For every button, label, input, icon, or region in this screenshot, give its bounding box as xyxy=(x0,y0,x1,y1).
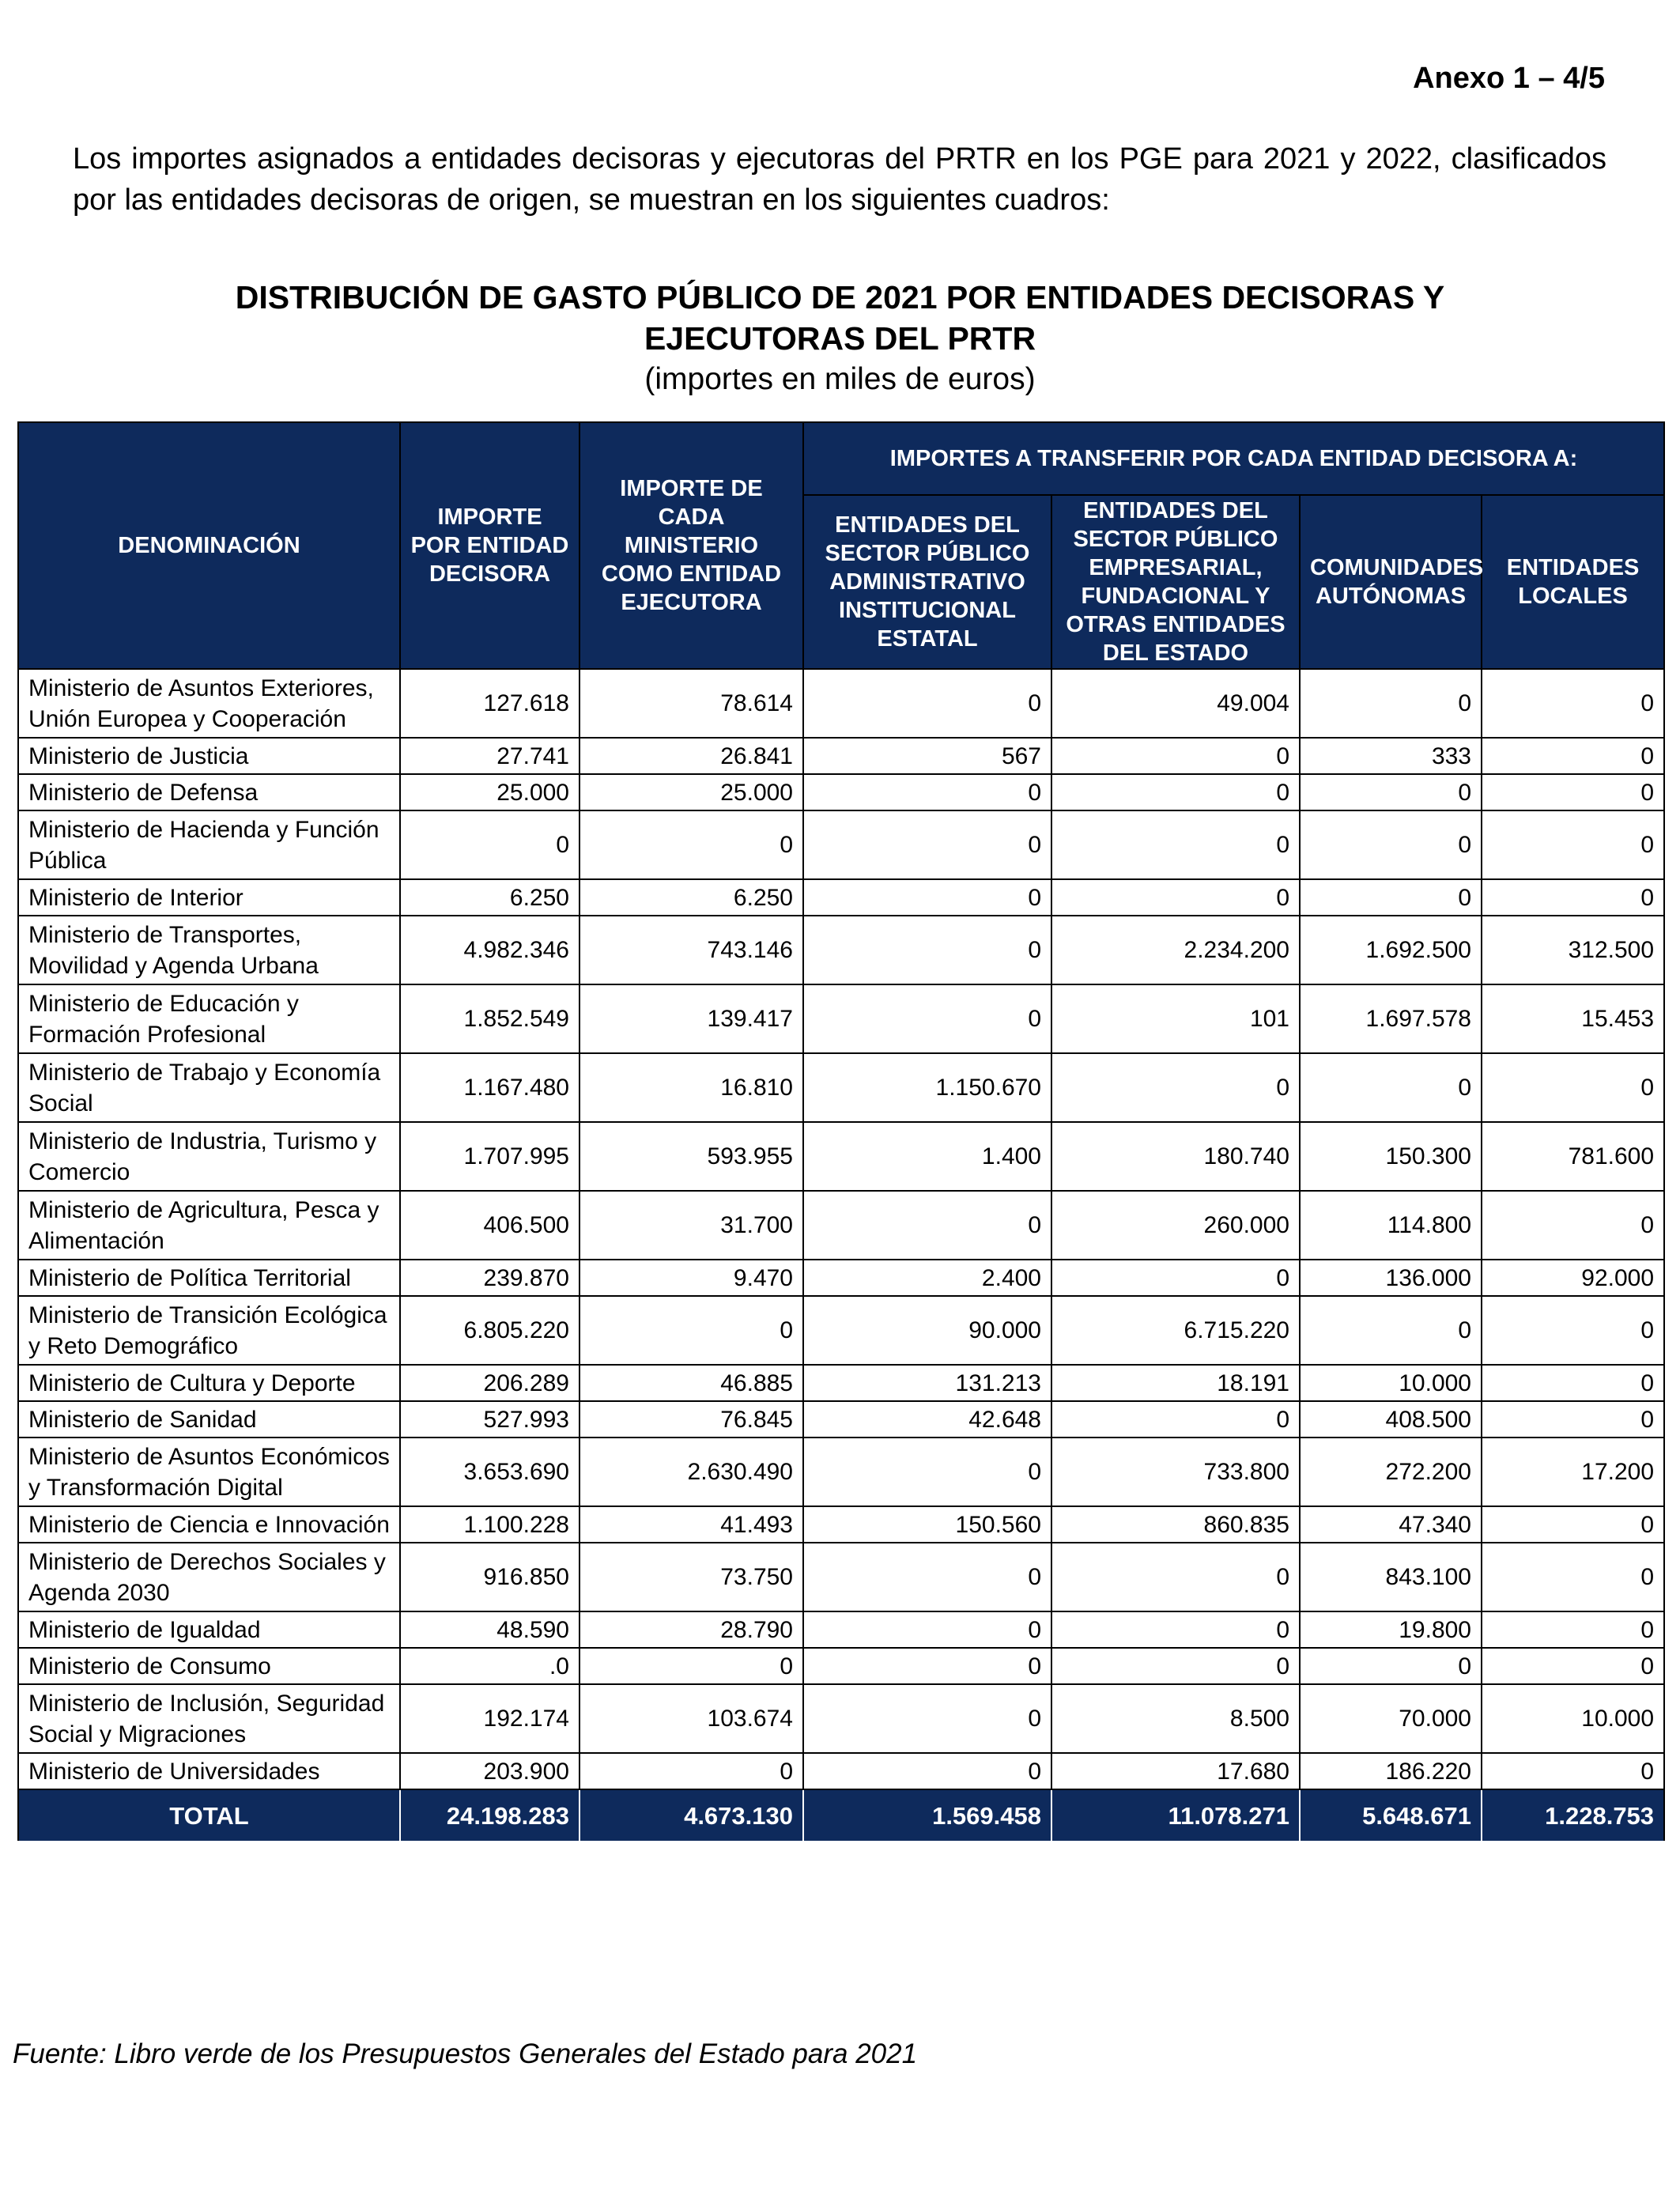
row-value: 0 xyxy=(1482,1401,1664,1438)
col-header-importe-decisora: IMPORTE POR ENTIDAD DECISORA xyxy=(400,422,580,669)
row-value: 203.900 xyxy=(400,1753,580,1789)
row-value: 0 xyxy=(1300,1053,1482,1122)
col-header-sector-empresarial: ENTIDADES DEL SECTOR PÚBLICO EMPRESARIAL, FUNDACIONAL Y OTRAS ENTIDADES DEL ESTADO xyxy=(1051,495,1300,669)
row-value: 860.835 xyxy=(1051,1506,1300,1543)
row-value: 0 xyxy=(580,1753,803,1789)
col-header-denominacion: DENOMINACIÓN xyxy=(18,422,400,669)
source-note: Fuente: Libro verde de los Presupuestos Generales del Estado para 2021 xyxy=(13,2038,918,2069)
row-value: 4.982.346 xyxy=(400,916,580,984)
table-row xyxy=(18,1684,1664,1753)
row-value: 92.000 xyxy=(1482,1260,1664,1296)
row-value: 139.417 xyxy=(580,984,803,1053)
row-denominacion: Ministerio de Universidades xyxy=(18,1753,400,1789)
row-value: 19.800 xyxy=(1300,1611,1482,1648)
row-value: 0 xyxy=(803,810,1051,879)
row-value: 180.740 xyxy=(1051,1122,1300,1191)
row-value: 150.560 xyxy=(803,1506,1051,1543)
table-title-block xyxy=(0,277,1680,400)
row-value: 114.800 xyxy=(1300,1191,1482,1260)
row-value: 6.715.220 xyxy=(1051,1296,1300,1365)
row-denominacion: Ministerio de Derechos Sociales y Agenda 2030 xyxy=(18,1543,400,1611)
row-value: 150.300 xyxy=(1300,1122,1482,1191)
table-row xyxy=(18,1365,1664,1401)
col-header-group-transferir: IMPORTES A TRANSFERIR POR CADA ENTIDAD DECISORA A: xyxy=(803,422,1664,495)
row-value: 0 xyxy=(1482,774,1664,810)
row-value: 0 xyxy=(803,1438,1051,1506)
row-value: 0 xyxy=(803,984,1051,1053)
row-denominacion: Ministerio de Cultura y Deporte xyxy=(18,1365,400,1401)
row-value: 70.000 xyxy=(1300,1684,1482,1753)
row-value: 18.191 xyxy=(1051,1365,1300,1401)
row-value: 46.885 xyxy=(580,1365,803,1401)
row-value: 6.805.220 xyxy=(400,1296,580,1365)
row-value: 41.493 xyxy=(580,1506,803,1543)
table-row xyxy=(18,1191,1664,1260)
row-value: 6.250 xyxy=(400,879,580,916)
row-value: 1.150.670 xyxy=(803,1053,1051,1122)
row-value: 0 xyxy=(580,1296,803,1365)
row-value: 76.845 xyxy=(580,1401,803,1438)
table-row xyxy=(18,774,1664,810)
row-value: 10.000 xyxy=(1300,1365,1482,1401)
table-row xyxy=(18,1611,1664,1648)
table-row xyxy=(18,1260,1664,1296)
row-denominacion: Ministerio de Ciencia e Innovación xyxy=(18,1506,400,1543)
row-value: 0 xyxy=(1482,1648,1664,1684)
row-value: 2.630.490 xyxy=(580,1438,803,1506)
row-value: 0 xyxy=(1051,1648,1300,1684)
row-value: 0 xyxy=(1300,774,1482,810)
row-value: 103.674 xyxy=(580,1684,803,1753)
row-value: 0 xyxy=(580,1648,803,1684)
table-row xyxy=(18,1543,1664,1611)
row-value: 0 xyxy=(803,1191,1051,1260)
total-value: 24.198.283 xyxy=(400,1789,580,1842)
row-value: 17.680 xyxy=(1051,1753,1300,1789)
row-value: 0 xyxy=(1482,669,1664,738)
row-value: 0 xyxy=(1482,879,1664,916)
row-value: 0 xyxy=(1300,879,1482,916)
row-value: 0 xyxy=(1482,1543,1664,1611)
row-value: 0 xyxy=(1482,738,1664,774)
row-denominacion: Ministerio de Defensa xyxy=(18,774,400,810)
row-value: 90.000 xyxy=(803,1296,1051,1365)
row-denominacion: Ministerio de Interior xyxy=(18,879,400,916)
row-value: 0 xyxy=(1051,1260,1300,1296)
row-denominacion: Ministerio de Justicia xyxy=(18,738,400,774)
row-denominacion: Ministerio de Consumo xyxy=(18,1648,400,1684)
row-value: 0 xyxy=(1051,810,1300,879)
row-denominacion: Ministerio de Sanidad xyxy=(18,1401,400,1438)
table-row xyxy=(18,1401,1664,1438)
row-value: 0 xyxy=(1300,1648,1482,1684)
row-value: 312.500 xyxy=(1482,916,1664,984)
row-value: 260.000 xyxy=(1051,1191,1300,1260)
row-value: 0 xyxy=(803,774,1051,810)
row-value: 0 xyxy=(803,879,1051,916)
row-value: 1.697.578 xyxy=(1300,984,1482,1053)
table-row xyxy=(18,1753,1664,1789)
col-header-ccaa: COMUNIDADES AUTÓNOMAS xyxy=(1300,495,1482,669)
row-value: 408.500 xyxy=(1300,1401,1482,1438)
annex-label: Anexo 1 – 4/5 xyxy=(1413,62,1605,95)
row-value: 28.790 xyxy=(580,1611,803,1648)
row-denominacion: Ministerio de Hacienda y Función Pública xyxy=(18,810,400,879)
col-header-importe-ejecutora: IMPORTE DE CADA MINISTERIO COMO ENTIDAD EJECUTORA xyxy=(580,422,803,669)
row-value: 0 xyxy=(1482,1053,1664,1122)
row-value: 1.167.480 xyxy=(400,1053,580,1122)
row-denominacion: Ministerio de Agricultura, Pesca y Alimentación xyxy=(18,1191,400,1260)
row-value: 27.741 xyxy=(400,738,580,774)
row-denominacion: Ministerio de Transportes, Movilidad y Agenda Urbana xyxy=(18,916,400,984)
table-row xyxy=(18,984,1664,1053)
table-row xyxy=(18,1506,1664,1543)
row-value: 186.220 xyxy=(1300,1753,1482,1789)
row-value: 0 xyxy=(1051,1401,1300,1438)
row-value: 26.841 xyxy=(580,738,803,774)
row-denominacion: Ministerio de Trabajo y Economía Social xyxy=(18,1053,400,1122)
row-value: 567 xyxy=(803,738,1051,774)
row-value: 781.600 xyxy=(1482,1122,1664,1191)
table-title-line2: EJECUTORAS DEL PRTR xyxy=(644,320,1036,357)
row-value: 8.500 xyxy=(1051,1684,1300,1753)
row-value: 0 xyxy=(1482,1506,1664,1543)
table-row xyxy=(18,810,1664,879)
row-value: 843.100 xyxy=(1300,1543,1482,1611)
distribution-table xyxy=(17,421,1665,1842)
row-value: 131.213 xyxy=(803,1365,1051,1401)
row-value: 0 xyxy=(1482,1191,1664,1260)
row-value: 0 xyxy=(1051,738,1300,774)
row-value: 527.993 xyxy=(400,1401,580,1438)
row-value: 2.400 xyxy=(803,1260,1051,1296)
row-denominacion: Ministerio de Asuntos Económicos y Transformación Digital xyxy=(18,1438,400,1506)
total-label: TOTAL xyxy=(18,1789,400,1842)
row-value: 3.653.690 xyxy=(400,1438,580,1506)
row-value: 42.648 xyxy=(803,1401,1051,1438)
col-header-sector-admin: ENTIDADES DEL SECTOR PÚBLICO ADMINISTRATIVO INSTITUCIONAL ESTATAL xyxy=(803,495,1051,669)
row-value: 47.340 xyxy=(1300,1506,1482,1543)
row-value: 15.453 xyxy=(1482,984,1664,1053)
total-value: 4.673.130 xyxy=(580,1789,803,1842)
table-row xyxy=(18,1122,1664,1191)
row-value: 78.614 xyxy=(580,669,803,738)
row-denominacion: Ministerio de Industria, Turismo y Comercio xyxy=(18,1122,400,1191)
row-value: 272.200 xyxy=(1300,1438,1482,1506)
row-value: 333 xyxy=(1300,738,1482,774)
table-row xyxy=(18,1648,1664,1684)
table-row xyxy=(18,738,1664,774)
table-row xyxy=(18,879,1664,916)
row-value: 101 xyxy=(1051,984,1300,1053)
row-value: 0 xyxy=(1482,1611,1664,1648)
row-value: 17.200 xyxy=(1482,1438,1664,1506)
row-value: 48.590 xyxy=(400,1611,580,1648)
row-value: 1.400 xyxy=(803,1122,1051,1191)
row-denominacion: Ministerio de Educación y Formación Profesional xyxy=(18,984,400,1053)
row-value: 1.100.228 xyxy=(400,1506,580,1543)
row-value: 0 xyxy=(1051,1611,1300,1648)
row-value: 0 xyxy=(1051,879,1300,916)
row-value: 0 xyxy=(803,1684,1051,1753)
table-row xyxy=(18,1438,1664,1506)
row-value: 2.234.200 xyxy=(1051,916,1300,984)
row-value: 31.700 xyxy=(580,1191,803,1260)
row-value: 25.000 xyxy=(580,774,803,810)
total-value: 5.648.671 xyxy=(1300,1789,1482,1842)
total-value: 1.569.458 xyxy=(803,1789,1051,1842)
row-value: 0 xyxy=(580,810,803,879)
intro-paragraph: Los importes asignados a entidades decisoras y ejecutoras del PRTR en los PGE para 2021 y 2022, clasificados por las entidades decisoras de origen, se muestran en los siguientes cuadros: xyxy=(73,142,1606,217)
row-value: 0 xyxy=(1051,1053,1300,1122)
row-value: 0 xyxy=(1482,1365,1664,1401)
table-subtitle: (importes en miles de euros) xyxy=(644,362,1036,396)
row-value: 0 xyxy=(803,1543,1051,1611)
row-value: 127.618 xyxy=(400,669,580,738)
row-denominacion: Ministerio de Política Territorial xyxy=(18,1260,400,1296)
row-value: 192.174 xyxy=(400,1684,580,1753)
row-denominacion: Ministerio de Inclusión, Seguridad Social y Migraciones xyxy=(18,1684,400,1753)
row-value: 0 xyxy=(803,916,1051,984)
row-value: 593.955 xyxy=(580,1122,803,1191)
row-value: 0 xyxy=(1300,669,1482,738)
row-value: 25.000 xyxy=(400,774,580,810)
table-row xyxy=(18,669,1664,738)
row-value: 49.004 xyxy=(1051,669,1300,738)
row-value: 0 xyxy=(1051,774,1300,810)
row-denominacion: Ministerio de Transición Ecológica y Reto Demográfico xyxy=(18,1296,400,1365)
total-value: 11.078.271 xyxy=(1051,1789,1300,1842)
row-value: 0 xyxy=(1482,810,1664,879)
row-value: 73.750 xyxy=(580,1543,803,1611)
row-value: 0 xyxy=(1482,1296,1664,1365)
row-value: 0 xyxy=(1300,1296,1482,1365)
row-value: 0 xyxy=(1051,1543,1300,1611)
row-value: 206.289 xyxy=(400,1365,580,1401)
row-value: 10.000 xyxy=(1482,1684,1664,1753)
col-header-locales: ENTIDADES LOCALES xyxy=(1482,495,1664,669)
row-value: 1.707.995 xyxy=(400,1122,580,1191)
row-value: 16.810 xyxy=(580,1053,803,1122)
table-row xyxy=(18,1296,1664,1365)
row-value: 743.146 xyxy=(580,916,803,984)
row-value: 0 xyxy=(803,669,1051,738)
row-value: 0 xyxy=(1482,1753,1664,1789)
row-value: 0 xyxy=(1300,810,1482,879)
row-value: 0 xyxy=(803,1648,1051,1684)
total-row xyxy=(18,1789,1664,1842)
total-value: 1.228.753 xyxy=(1482,1789,1664,1842)
row-value: 406.500 xyxy=(400,1191,580,1260)
row-value: 0 xyxy=(803,1753,1051,1789)
row-value: 0 xyxy=(400,810,580,879)
row-value: 916.850 xyxy=(400,1543,580,1611)
row-value: 136.000 xyxy=(1300,1260,1482,1296)
row-value: 9.470 xyxy=(580,1260,803,1296)
table-row xyxy=(18,1053,1664,1122)
table-title-line1: DISTRIBUCIÓN DE GASTO PÚBLICO DE 2021 POR ENTIDADES DECISORAS Y xyxy=(235,279,1445,315)
row-value: 1.692.500 xyxy=(1300,916,1482,984)
row-denominacion: Ministerio de Igualdad xyxy=(18,1611,400,1648)
row-value: 0 xyxy=(803,1611,1051,1648)
row-denominacion: Ministerio de Asuntos Exteriores, Unión Europea y Cooperación xyxy=(18,669,400,738)
row-value: 6.250 xyxy=(580,879,803,916)
table-body xyxy=(18,669,1664,1842)
row-value: 1.852.549 xyxy=(400,984,580,1053)
row-value: .0 xyxy=(400,1648,580,1684)
table-row xyxy=(18,916,1664,984)
row-value: 239.870 xyxy=(400,1260,580,1296)
row-value: 733.800 xyxy=(1051,1438,1300,1506)
